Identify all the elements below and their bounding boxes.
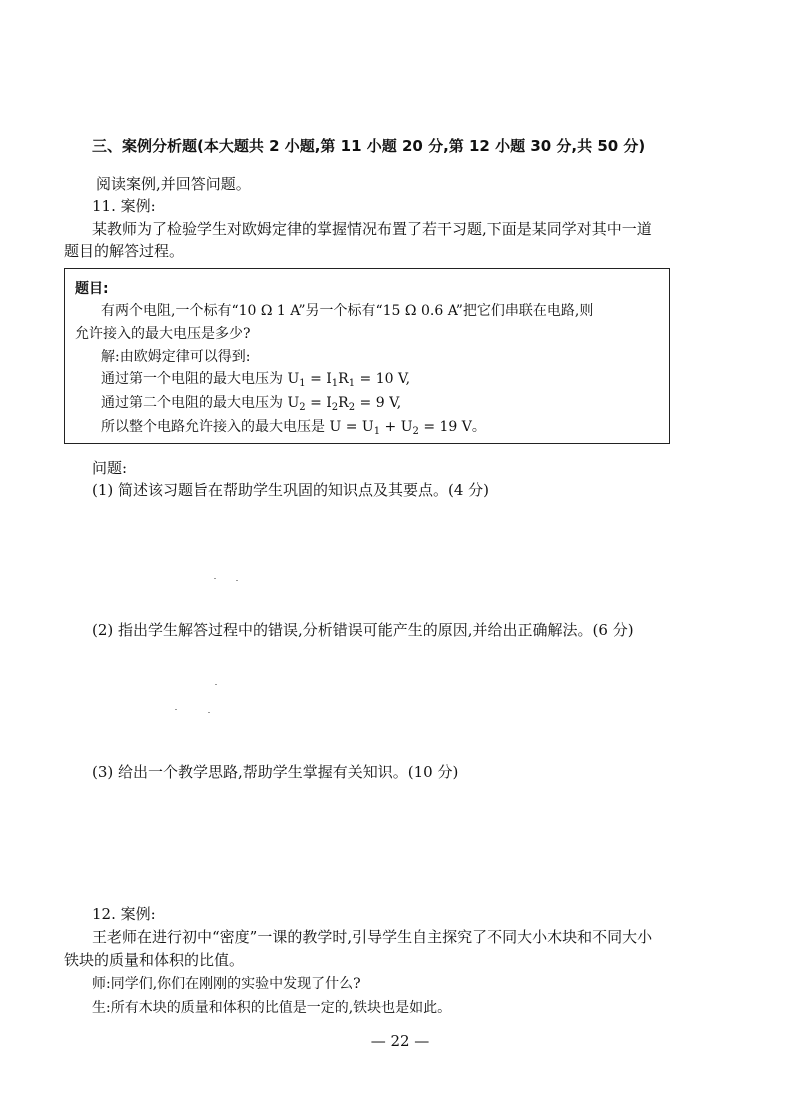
- section-heading: 三、案例分析题(本大题共 2 小题,第 11 小题 20 分,第 12 小题 30 分,共 50 分): [92, 137, 646, 155]
- question-3: (3) 给出一个教学思路,帮助学生掌握有关知识。(10 分): [92, 763, 459, 781]
- question-2: (2) 指出学生解答过程中的错误,分析错误可能产生的原因,并给出正确解法。(6 分): [92, 621, 634, 639]
- question-1: (1) 简述该习题旨在帮助学生巩固的知识点及其要点。(4 分): [92, 481, 490, 499]
- case12-desc-line1: 王老师在进行初中“密度”一课的教学时,引导学生自主探究了不同大小木块和不同大小: [92, 928, 653, 946]
- case12-desc-line2: 铁块的质量和体积的比值。: [64, 951, 245, 969]
- solution-line3: 所以整个电路允许接入的最大电压是 $U = U_1 + U_2 = 19$ V。: [101, 419, 486, 437]
- problem-line2: 允许接入的最大电压是多少?: [75, 326, 251, 342]
- scan-speck: [236, 580, 238, 581]
- scan-speck: [214, 578, 216, 579]
- solution-line1: 通过第一个电阻的最大电压为 $U_1 = I_1R_1 = 10$ V,: [101, 371, 411, 389]
- scan-speck: [208, 712, 210, 713]
- questions-label: 问题:: [92, 459, 128, 477]
- page-number: — 22 —: [370, 1032, 430, 1050]
- scan-speck: [175, 709, 177, 710]
- case11-desc-line1: 某教师为了检验学生对欧姆定律的掌握情况布置了若干习题,下面是某同学对其中一道: [92, 220, 652, 238]
- scan-speck: [215, 684, 217, 685]
- problem-title: 题目:: [75, 281, 109, 297]
- section-intro: 阅读案例,并回答问题。: [96, 175, 251, 193]
- student-line: 生:所有木块的质量和体积的比值是一定的,铁块也是如此。: [92, 1000, 452, 1016]
- problem-line1: 有两个电阻,一个标有“10 Ω 1 A”另一个标有“15 Ω 0.6 A”把它们串联在电路,则: [101, 303, 594, 319]
- solution-line2: 通过第二个电阻的最大电压为 $U_2 = I_2R_2 = 9$ V,: [101, 395, 402, 413]
- teacher-line: 师:同学们,你们在刚刚的实验中发现了什么?: [92, 976, 361, 992]
- problem-box: [64, 268, 670, 444]
- case11-desc-line2: 题目的解答过程。: [64, 242, 185, 260]
- solution-intro: 解:由欧姆定律可以得到:: [101, 349, 251, 365]
- case12-number: 12. 案例:: [92, 905, 156, 923]
- case11-number: 11. 案例:: [92, 197, 156, 215]
